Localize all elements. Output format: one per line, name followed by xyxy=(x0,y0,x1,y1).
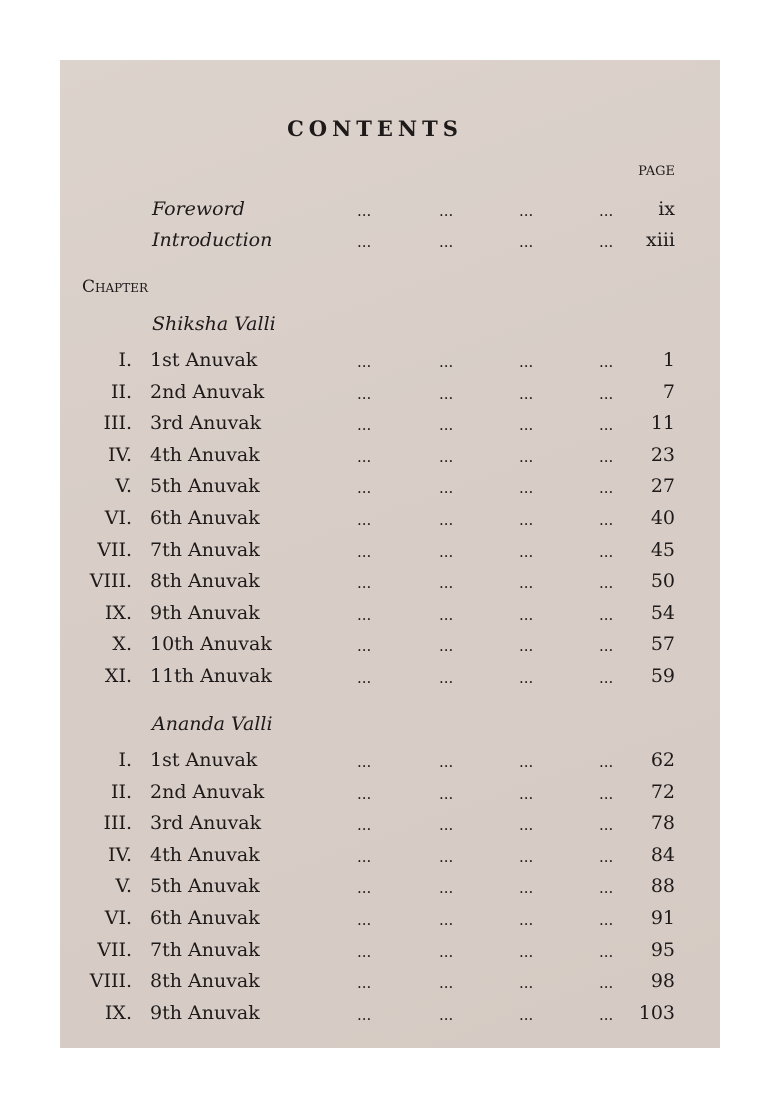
entry-numeral: XI. xyxy=(104,665,132,687)
entry-numeral: IV. xyxy=(108,843,132,866)
leader-dots: ... xyxy=(357,669,372,687)
leader-dots: ... xyxy=(357,784,372,803)
leader-dots: ... xyxy=(357,911,372,929)
leader-dots: ... xyxy=(599,542,614,561)
leader-dots: ... xyxy=(519,605,534,624)
leader-dots: ... xyxy=(439,669,454,687)
leader-dots: ... xyxy=(357,233,372,251)
leader-dots: ... xyxy=(439,816,454,835)
entry-page-number: 40 xyxy=(650,507,675,529)
leader-dots: ... xyxy=(519,974,534,993)
entry-page-number: 103 xyxy=(638,1001,675,1024)
entry-page-number: 95 xyxy=(650,938,675,961)
leader-dots: ... xyxy=(357,574,372,593)
leader-dots: ... xyxy=(357,202,372,220)
leader-dots: ... xyxy=(519,784,534,803)
leader-dots: ... xyxy=(599,511,614,529)
entry-label: 1st Anuvak xyxy=(150,349,258,371)
entry-page-number: 57 xyxy=(650,633,675,656)
entry-page-number: 54 xyxy=(650,601,675,624)
entry-numeral: X. xyxy=(112,633,132,656)
entry-label: 3rd Anuvak xyxy=(150,812,262,835)
entry-page-number: 88 xyxy=(650,875,675,898)
leader-dots: ... xyxy=(357,974,372,993)
entry-label: 8th Anuvak xyxy=(150,570,260,593)
entry-page-number: 45 xyxy=(650,538,675,561)
entry-numeral: VIII. xyxy=(89,570,132,593)
leader-dots: ... xyxy=(599,202,614,220)
entry-numeral: VIII. xyxy=(89,970,132,993)
leader-dots: ... xyxy=(599,479,614,498)
entry-label: 2nd Anuvak xyxy=(150,380,265,403)
page-column-header: PAGE xyxy=(638,164,675,179)
leader-dots: ... xyxy=(357,879,372,898)
entry-label: Foreword xyxy=(152,198,245,220)
leader-dots: ... xyxy=(439,942,454,961)
leader-dots: ... xyxy=(439,879,454,898)
entry-page-number: 59 xyxy=(650,665,675,687)
leader-dots: ... xyxy=(599,847,614,866)
entry-page-number: 78 xyxy=(650,812,675,835)
entry-numeral: V. xyxy=(115,475,132,498)
entry-label: 5th Anuvak xyxy=(150,875,260,898)
entry-label: 3rd Anuvak xyxy=(150,412,262,435)
entry-page-number: 1 xyxy=(662,349,675,371)
leader-dots: ... xyxy=(439,233,454,251)
leader-dots: ... xyxy=(357,384,372,403)
entry-label: 10th Anuvak xyxy=(150,633,272,656)
leader-dots: ... xyxy=(439,479,454,498)
leader-dots: ... xyxy=(599,879,614,898)
entry-label: 7th Anuvak xyxy=(150,538,260,561)
entry-label: 8th Anuvak xyxy=(150,970,260,993)
leader-dots: ... xyxy=(599,942,614,961)
leader-dots: ... xyxy=(439,447,454,466)
leader-dots: ... xyxy=(519,879,534,898)
leader-dots: ... xyxy=(439,847,454,866)
leader-dots: ... xyxy=(439,574,454,593)
entry-label: 4th Anuvak xyxy=(150,843,260,866)
entry-numeral: IV. xyxy=(108,443,132,466)
leader-dots: ... xyxy=(519,637,534,656)
entry-page-number: 72 xyxy=(650,780,675,803)
entry-label: 2nd Anuvak xyxy=(150,780,265,803)
leader-dots: ... xyxy=(357,637,372,656)
entry-numeral: II. xyxy=(110,780,132,803)
leader-dots: ... xyxy=(519,233,534,251)
leader-dots: ... xyxy=(519,542,534,561)
entry-numeral: VI. xyxy=(104,507,132,529)
leader-dots: ... xyxy=(357,605,372,624)
leader-dots: ... xyxy=(519,847,534,866)
leader-dots: ... xyxy=(599,816,614,835)
entry-page-number: 7 xyxy=(662,380,675,403)
leader-dots: ... xyxy=(599,574,614,593)
entry-label: 7th Anuvak xyxy=(150,938,260,961)
chapter-column-header: Chapter xyxy=(82,277,149,297)
entry-page-number: 27 xyxy=(650,475,675,498)
leader-dots: ... xyxy=(357,753,372,771)
entry-numeral: III. xyxy=(103,412,132,435)
leader-dots: ... xyxy=(357,942,372,961)
entry-label: 9th Anuvak xyxy=(150,601,260,624)
section-title: Shiksha Valli xyxy=(152,313,276,335)
leader-dots: ... xyxy=(519,1005,534,1024)
leader-dots: ... xyxy=(599,605,614,624)
leader-dots: ... xyxy=(439,911,454,929)
leader-dots: ... xyxy=(599,637,614,656)
entry-numeral: IX. xyxy=(104,601,132,624)
entry-label: Introduction xyxy=(152,229,273,251)
leader-dots: ... xyxy=(599,669,614,687)
leader-dots: ... xyxy=(519,669,534,687)
entry-page-number: 84 xyxy=(650,843,675,866)
entry-page-number: 98 xyxy=(650,970,675,993)
leader-dots: ... xyxy=(519,416,534,435)
leader-dots: ... xyxy=(357,479,372,498)
leader-dots: ... xyxy=(599,447,614,466)
leader-dots: ... xyxy=(439,1005,454,1024)
leader-dots: ... xyxy=(519,574,534,593)
entry-page-number: ix xyxy=(658,198,675,220)
entry-numeral: V. xyxy=(115,875,132,898)
leader-dots: ... xyxy=(357,1005,372,1024)
leader-dots: ... xyxy=(357,847,372,866)
entry-label: 4th Anuvak xyxy=(150,443,260,466)
leader-dots: ... xyxy=(519,202,534,220)
leader-dots: ... xyxy=(439,605,454,624)
book-page xyxy=(60,60,720,1048)
leader-dots: ... xyxy=(599,784,614,803)
leader-dots: ... xyxy=(439,202,454,220)
leader-dots: ... xyxy=(357,511,372,529)
leader-dots: ... xyxy=(599,353,614,371)
leader-dots: ... xyxy=(439,542,454,561)
leader-dots: ... xyxy=(439,416,454,435)
leader-dots: ... xyxy=(519,911,534,929)
page-title: CONTENTS xyxy=(287,116,463,141)
leader-dots: ... xyxy=(357,447,372,466)
entry-numeral: I. xyxy=(118,749,132,771)
entry-page-number: 62 xyxy=(650,749,675,771)
leader-dots: ... xyxy=(599,974,614,993)
entry-numeral: I. xyxy=(118,349,132,371)
leader-dots: ... xyxy=(357,353,372,371)
entry-page-number: xiii xyxy=(646,229,675,251)
entry-page-number: 50 xyxy=(650,570,675,593)
entry-numeral: VI. xyxy=(104,907,132,929)
leader-dots: ... xyxy=(439,974,454,993)
leader-dots: ... xyxy=(599,233,614,251)
entry-page-number: 23 xyxy=(650,443,675,466)
entry-label: 1st Anuvak xyxy=(150,749,258,771)
leader-dots: ... xyxy=(439,784,454,803)
entry-page-number: 91 xyxy=(650,907,675,929)
entry-label: 5th Anuvak xyxy=(150,475,260,498)
leader-dots: ... xyxy=(519,816,534,835)
leader-dots: ... xyxy=(519,479,534,498)
entry-numeral: IX. xyxy=(104,1001,132,1024)
leader-dots: ... xyxy=(519,753,534,771)
entry-label: 6th Anuvak xyxy=(150,507,260,529)
entry-label: 9th Anuvak xyxy=(150,1001,260,1024)
leader-dots: ... xyxy=(357,542,372,561)
section-title: Ananda Valli xyxy=(152,713,273,735)
leader-dots: ... xyxy=(439,353,454,371)
leader-dots: ... xyxy=(599,1005,614,1024)
leader-dots: ... xyxy=(599,416,614,435)
leader-dots: ... xyxy=(599,911,614,929)
leader-dots: ... xyxy=(357,816,372,835)
entry-numeral: III. xyxy=(103,812,132,835)
leader-dots: ... xyxy=(519,942,534,961)
entry-label: 11th Anuvak xyxy=(150,665,272,687)
leader-dots: ... xyxy=(519,447,534,466)
leader-dots: ... xyxy=(357,416,372,435)
leader-dots: ... xyxy=(519,353,534,371)
leader-dots: ... xyxy=(519,384,534,403)
entry-page-number: 11 xyxy=(650,412,675,435)
entry-numeral: VII. xyxy=(97,938,132,961)
leader-dots: ... xyxy=(519,511,534,529)
leader-dots: ... xyxy=(439,384,454,403)
entry-label: 6th Anuvak xyxy=(150,907,260,929)
leader-dots: ... xyxy=(439,511,454,529)
entry-numeral: VII. xyxy=(97,538,132,561)
leader-dots: ... xyxy=(599,384,614,403)
entry-numeral: II. xyxy=(110,380,132,403)
leader-dots: ... xyxy=(439,753,454,771)
leader-dots: ... xyxy=(439,637,454,656)
leader-dots: ... xyxy=(599,753,614,771)
